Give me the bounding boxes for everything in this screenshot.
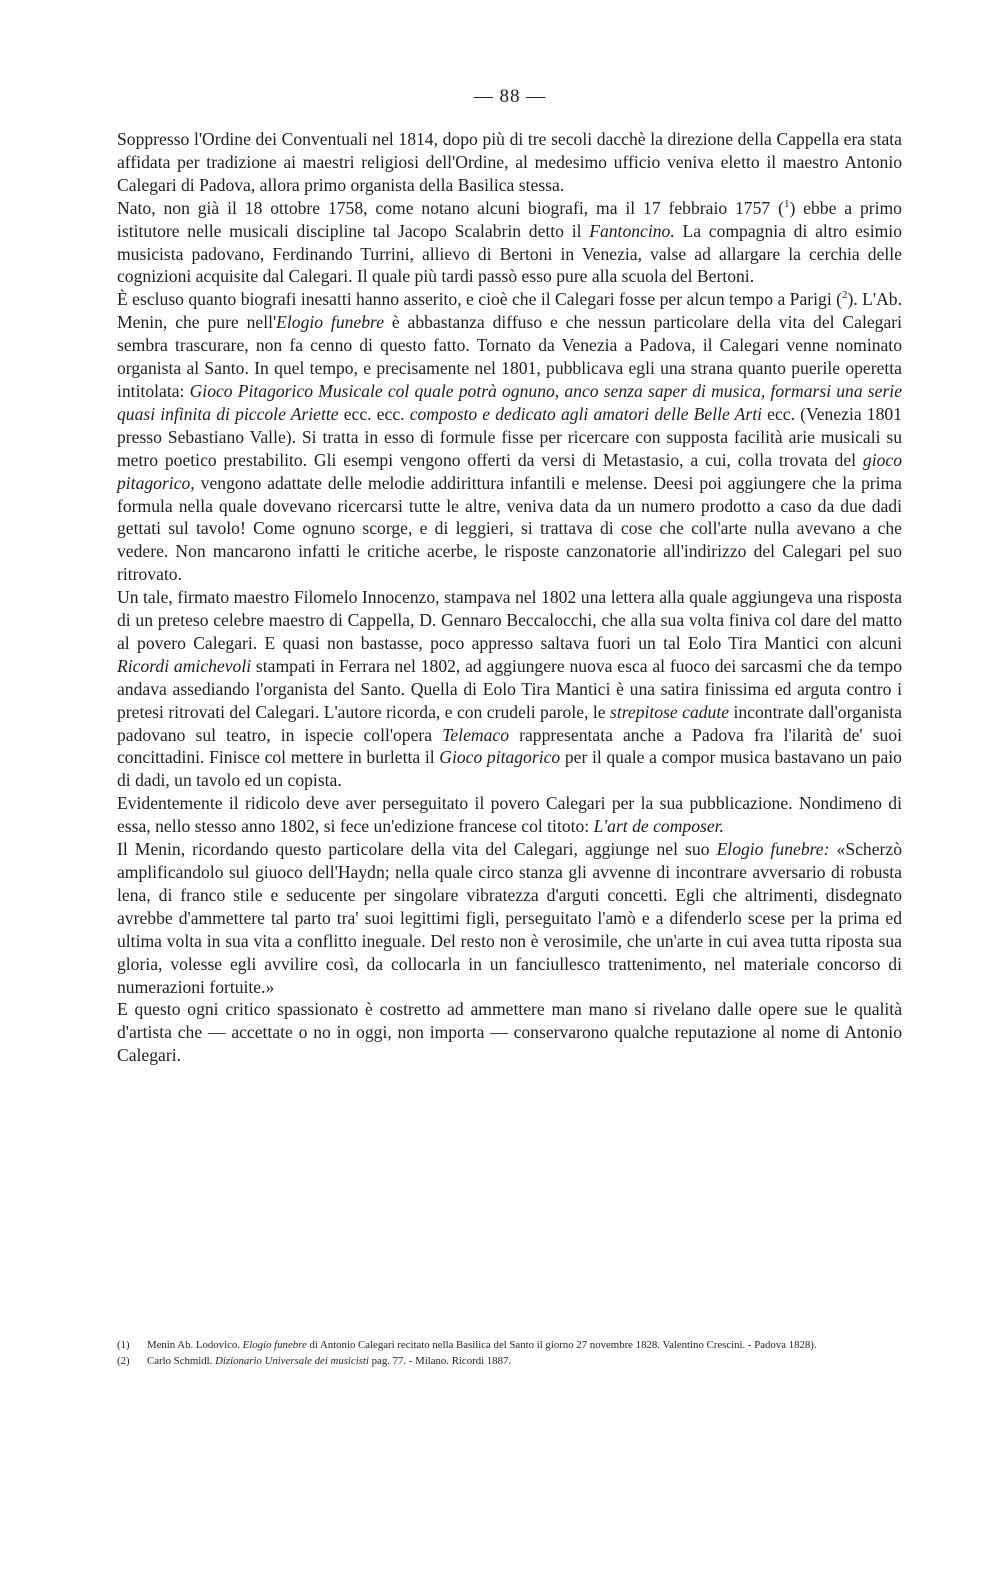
- text-run: Nato, non già il 18 ottobre 1758, come notano alcuni biografi, ma il 17 febbraio 1757 (: [117, 197, 784, 218]
- footnote-number: (1): [117, 1339, 130, 1351]
- text-run: È escluso quanto biografi inesatti hanno asserito, e cioè che il Calegari fosse per alcun tempo a Parigi (: [117, 289, 842, 310]
- footnote: [117, 1353, 902, 1369]
- italic-text: Gioco Pitagorico Musicale col quale potrà ognuno, anco senza saper di musica, formarsi una serie quasi infinita di piccole Ariette: [117, 380, 902, 424]
- italic-text: strepitose cadute: [609, 701, 730, 722]
- italic-text: Dizionario Universale dei musicisti: [215, 1355, 369, 1367]
- text-run: Carlo Schmidl.: [147, 1355, 216, 1367]
- italic-text: Telemaco: [442, 724, 509, 745]
- text-run: Soppresso l'Ordine dei Conventuali nel 1814, dopo più di tre secoli dacchè la direzione della Cappella era stata affidata per tradizione ai maestri religiosi dell'Ordine, al medesimo ufficio veniva eletto il maestro Antonio Calegari di Padova, allora primo organista della Basilica stessa.: [117, 129, 902, 195]
- footnote-ref: 2: [842, 289, 848, 302]
- body-text: [117, 128, 902, 1067]
- paragraph: [117, 288, 902, 586]
- text-run: Un tale, firmato maestro Filomelo Innocenzo, stampava nel 1802 una lettera alla quale aggiungeva una risposta di un preteso celebre maestro di Cappella, D. Gennaro Beccalocchi, che alla sua volta finiva col dare del matto al povero Calegari. E quasi non bastasse, poco appresso saltava fuori un tal Eolo Tira Mantici con alcuni: [117, 587, 902, 653]
- paragraph: [117, 128, 902, 197]
- text-run: pag. 77. - Milano. Ricordi 1887.: [368, 1355, 512, 1367]
- text-run: E questo ogni critico spassionato è costretto ad ammettere man mano si rivelano dalle opere sue le qualità d'artista che — accettate o no in oggi, non importa — conservarono qualche reputazione al nome di Antonio Calegari.: [117, 999, 902, 1066]
- italic-text: L'art de composer.: [593, 816, 724, 837]
- text-run: è abbastanza diffuso e che nessun particolare della vita del Calegari sembra trascurare, non fa cenno di questo fatto. Tornato da Venezia a Padova, il Calegari venne nominato organista al Santo. In quel tempo, e precisamente nel 1801, pubblicava egli una strana quanto puerile operetta intitolata:: [117, 312, 902, 401]
- italic-text: Gioco pitagorico: [439, 747, 561, 768]
- paragraph: [117, 586, 902, 792]
- text-run: ecc. ecc.: [338, 403, 410, 424]
- text-run: stampati in Ferrara nel 1802, ad aggiungere nuova esca al fuoco dei sarcasmi che da tempo andava assediando l'organista del Santo. Quella di Eolo Tira Mantici è una satira finissima ed arguta contro i pretesi ritrovati del Calegari. L'autore ricorda, e con crudeli parole, le: [117, 655, 902, 722]
- text-run: La compagnia di altro esimio musicista padovano, Ferdinando Turrini, allievo di Bertoni in Venezia, valse ad allargare la cerchia delle cognizioni acquisite dal Calegari. Il quale più tardi passò esso pure alla scuola del Bertoni.: [117, 220, 902, 287]
- italic-text: Fantoncino.: [589, 220, 675, 241]
- paragraph: [117, 998, 902, 1067]
- text-run: Evidentemente il ridicolo deve aver perseguitato il povero Calegari per la sua pubblicazione. Nondimeno di essa, nello stesso anno 1802, si fece un'edizione francese col titoto:: [117, 793, 902, 837]
- footnotes: [117, 1337, 902, 1369]
- text-run: per il quale a compor musica bastavano un paio di dadi, un tavolo ed un copista.: [117, 747, 902, 791]
- paragraph: [117, 838, 902, 998]
- italic-text: gioco pitagorico,: [117, 449, 902, 493]
- text-run: Menin Ab. Lodovico.: [147, 1339, 243, 1351]
- italic-text: Ricordi amichevoli: [117, 655, 252, 676]
- text-run: Il Menin, ricordando questo particolare della vita del Calegari, aggiunge nel suo: [117, 839, 717, 860]
- text-run: ecc. (Venezia 1801 presso Sebastiano Valle). Si tratta in esso di formule fisse per ricercare con supposta facilità arie musicali su metro poetico prestabilito. Gli esempi vengono offerti da versi di Metastasio, a cui, colla trovata del: [117, 403, 902, 470]
- footnote-number: (2): [117, 1355, 130, 1367]
- paragraph: [117, 792, 902, 838]
- text-run: di Antonio Calegari recitato nella Basilica del Santo il giorno 27 novembre 1828. Valentino Crescini. - Padova 1828).: [306, 1339, 817, 1351]
- text-run: incontrate dall'organista padovano sul teatro, in ispecie coll'opera: [117, 701, 902, 745]
- text-run: «Scherzò amplificandolo sul giuoco dell'Haydn; nella quale circo stanza gli avvenne di incontrare avversario di robusta lena, di franco stile e seducente per singolare vibratezza d'arguti concetti. Egli che altrimenti, disdegnato avrebbe d'ammettere tal parto tra' suoi legittimi figli, perseguitato l'amò e a difenderlo scese per la prima ed ultima volta in sua vita a conflitto ineguale. Del resto non è verosimile, che un'arte in cui avea tutta riposta sua gloria, volesse egli avvilire così, da collocarla in un fanciullesco trattenimento, nel materiale concorso di numerazioni fortuite.»: [117, 839, 902, 997]
- text-run: ) ebbe a primo istitutore nelle musicali discipline tal Jacopo Scalabrin detto il: [117, 197, 902, 241]
- italic-text: Elogio funebre: [242, 1339, 307, 1351]
- italic-text: Elogio funebre: [276, 312, 385, 333]
- paragraph: [117, 197, 902, 289]
- italic-text: Elogio funebre:: [716, 839, 830, 860]
- text-run: rappresentata anche a Padova fra l'ilarità de' suoi concittadini. Finisce col mettere in burletta il: [117, 724, 902, 768]
- footnote: [117, 1337, 902, 1353]
- page-number: — 88 —: [473, 86, 547, 107]
- text-run: ). L'Ab. Menin, che pure nell': [117, 289, 902, 333]
- text-run: vengono adattate delle melodie addirittura infantili e melense. Deesi poi aggiungere che la prima formula nella quale dovevano ricercarsi tutte le altre, veniva data da un numero prodotto a caso da due dadi gettati sul tavolo! Come ognuno scorge, e di leggieri, si trattava di cose che coll'arte nulla avevano a che vedere. Non mancarono infatti le critiche acerbe, le risposte canzonatorie all'indirizzo del Calegari pel suo ritrovato.: [117, 472, 902, 585]
- footnote-ref: 1: [783, 197, 790, 210]
- italic-text: composto e dedicato agli amatori delle Belle Arti: [409, 403, 763, 424]
